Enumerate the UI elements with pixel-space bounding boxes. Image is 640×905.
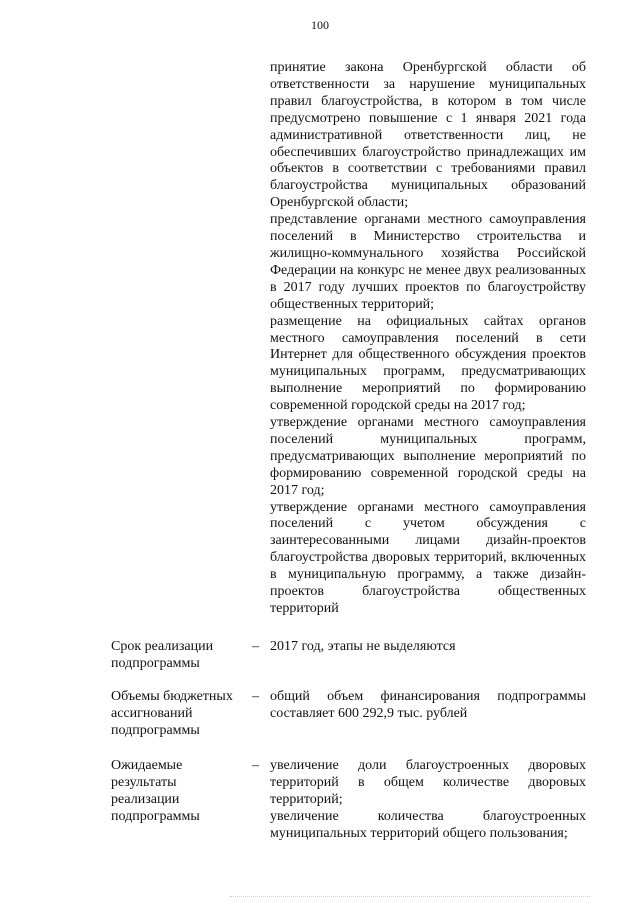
measures-text-block [270,60,586,618]
scan-artifact-line [230,896,590,899]
row-value-text: 2017 год, этапы не выделяются [270,639,456,654]
expected-results-label: Ожидаемые результаты реализации подпрограммы [111,758,200,824]
measure-paragraph: размещение на официальных сайтах органов местного самоуправления поселений в сети Интернет для общественного обсуждения проектов муниципальных программ, предусматривающих выполнение мероприятий по формированию современной городской среды на 2017 год; [270,313,586,414]
measure-paragraph: утверждение органами местного самоуправления поселений с учетом обсуждения с заинтересованными лицами дизайн-проектов благоустройства дворовых территорий, включенных в муниципальную программу, а также дизайн-проектов благоустройства общественных территорий [270,499,586,616]
measure-paragraph: представление органами местного самоуправления поселений в Министерство строительства и жилищно-коммунального хозяйства Российской Федерации на конкурс не менее двух реализованных в 2017 году лучших проектов по благоустройству общественных территорий; [270,212,586,312]
row-dash: – [252,758,259,773]
measure-paragraph: принятие закона Оренбургской области об ответственности за нарушение муниципальных правил благоустройства, в котором в том числе предусмотрено повышение с 1 января 2021 года административной ответственности лиц, не обеспечивших благоустройство принадлежащих им объектов в соответствии с требованиями правил благоустройства муниципальных образований Оренбургской области; [270,60,586,211]
row-value-text: увеличение доли благоустроенных дворовых территорий в общем количестве дворовых территорий; [270,758,586,807]
expected-results-value [270,757,586,842]
row-value-text: общий объем финансирования подпрограммы составляет 600 292,9 тыс. рублей [270,689,586,721]
page-number: 100 [311,18,329,32]
budget-value [270,688,586,722]
row-dash: – [252,639,259,654]
row-dash: – [252,689,259,704]
implementation-period-label: Срок реализации подпрограммы [111,639,214,671]
measure-paragraph: утверждение органами местного самоуправления поселений муниципальных программ, предусматривающих выполнение мероприятий по формированию современной городской среды на 2017 год; [270,415,586,498]
budget-label: Объемы бюджетных ассигнований подпрограммы [111,689,233,738]
row-value-text: увеличение количества благоустроенных муниципальных территорий общего пользования; [270,809,586,841]
implementation-period-value [270,638,586,655]
